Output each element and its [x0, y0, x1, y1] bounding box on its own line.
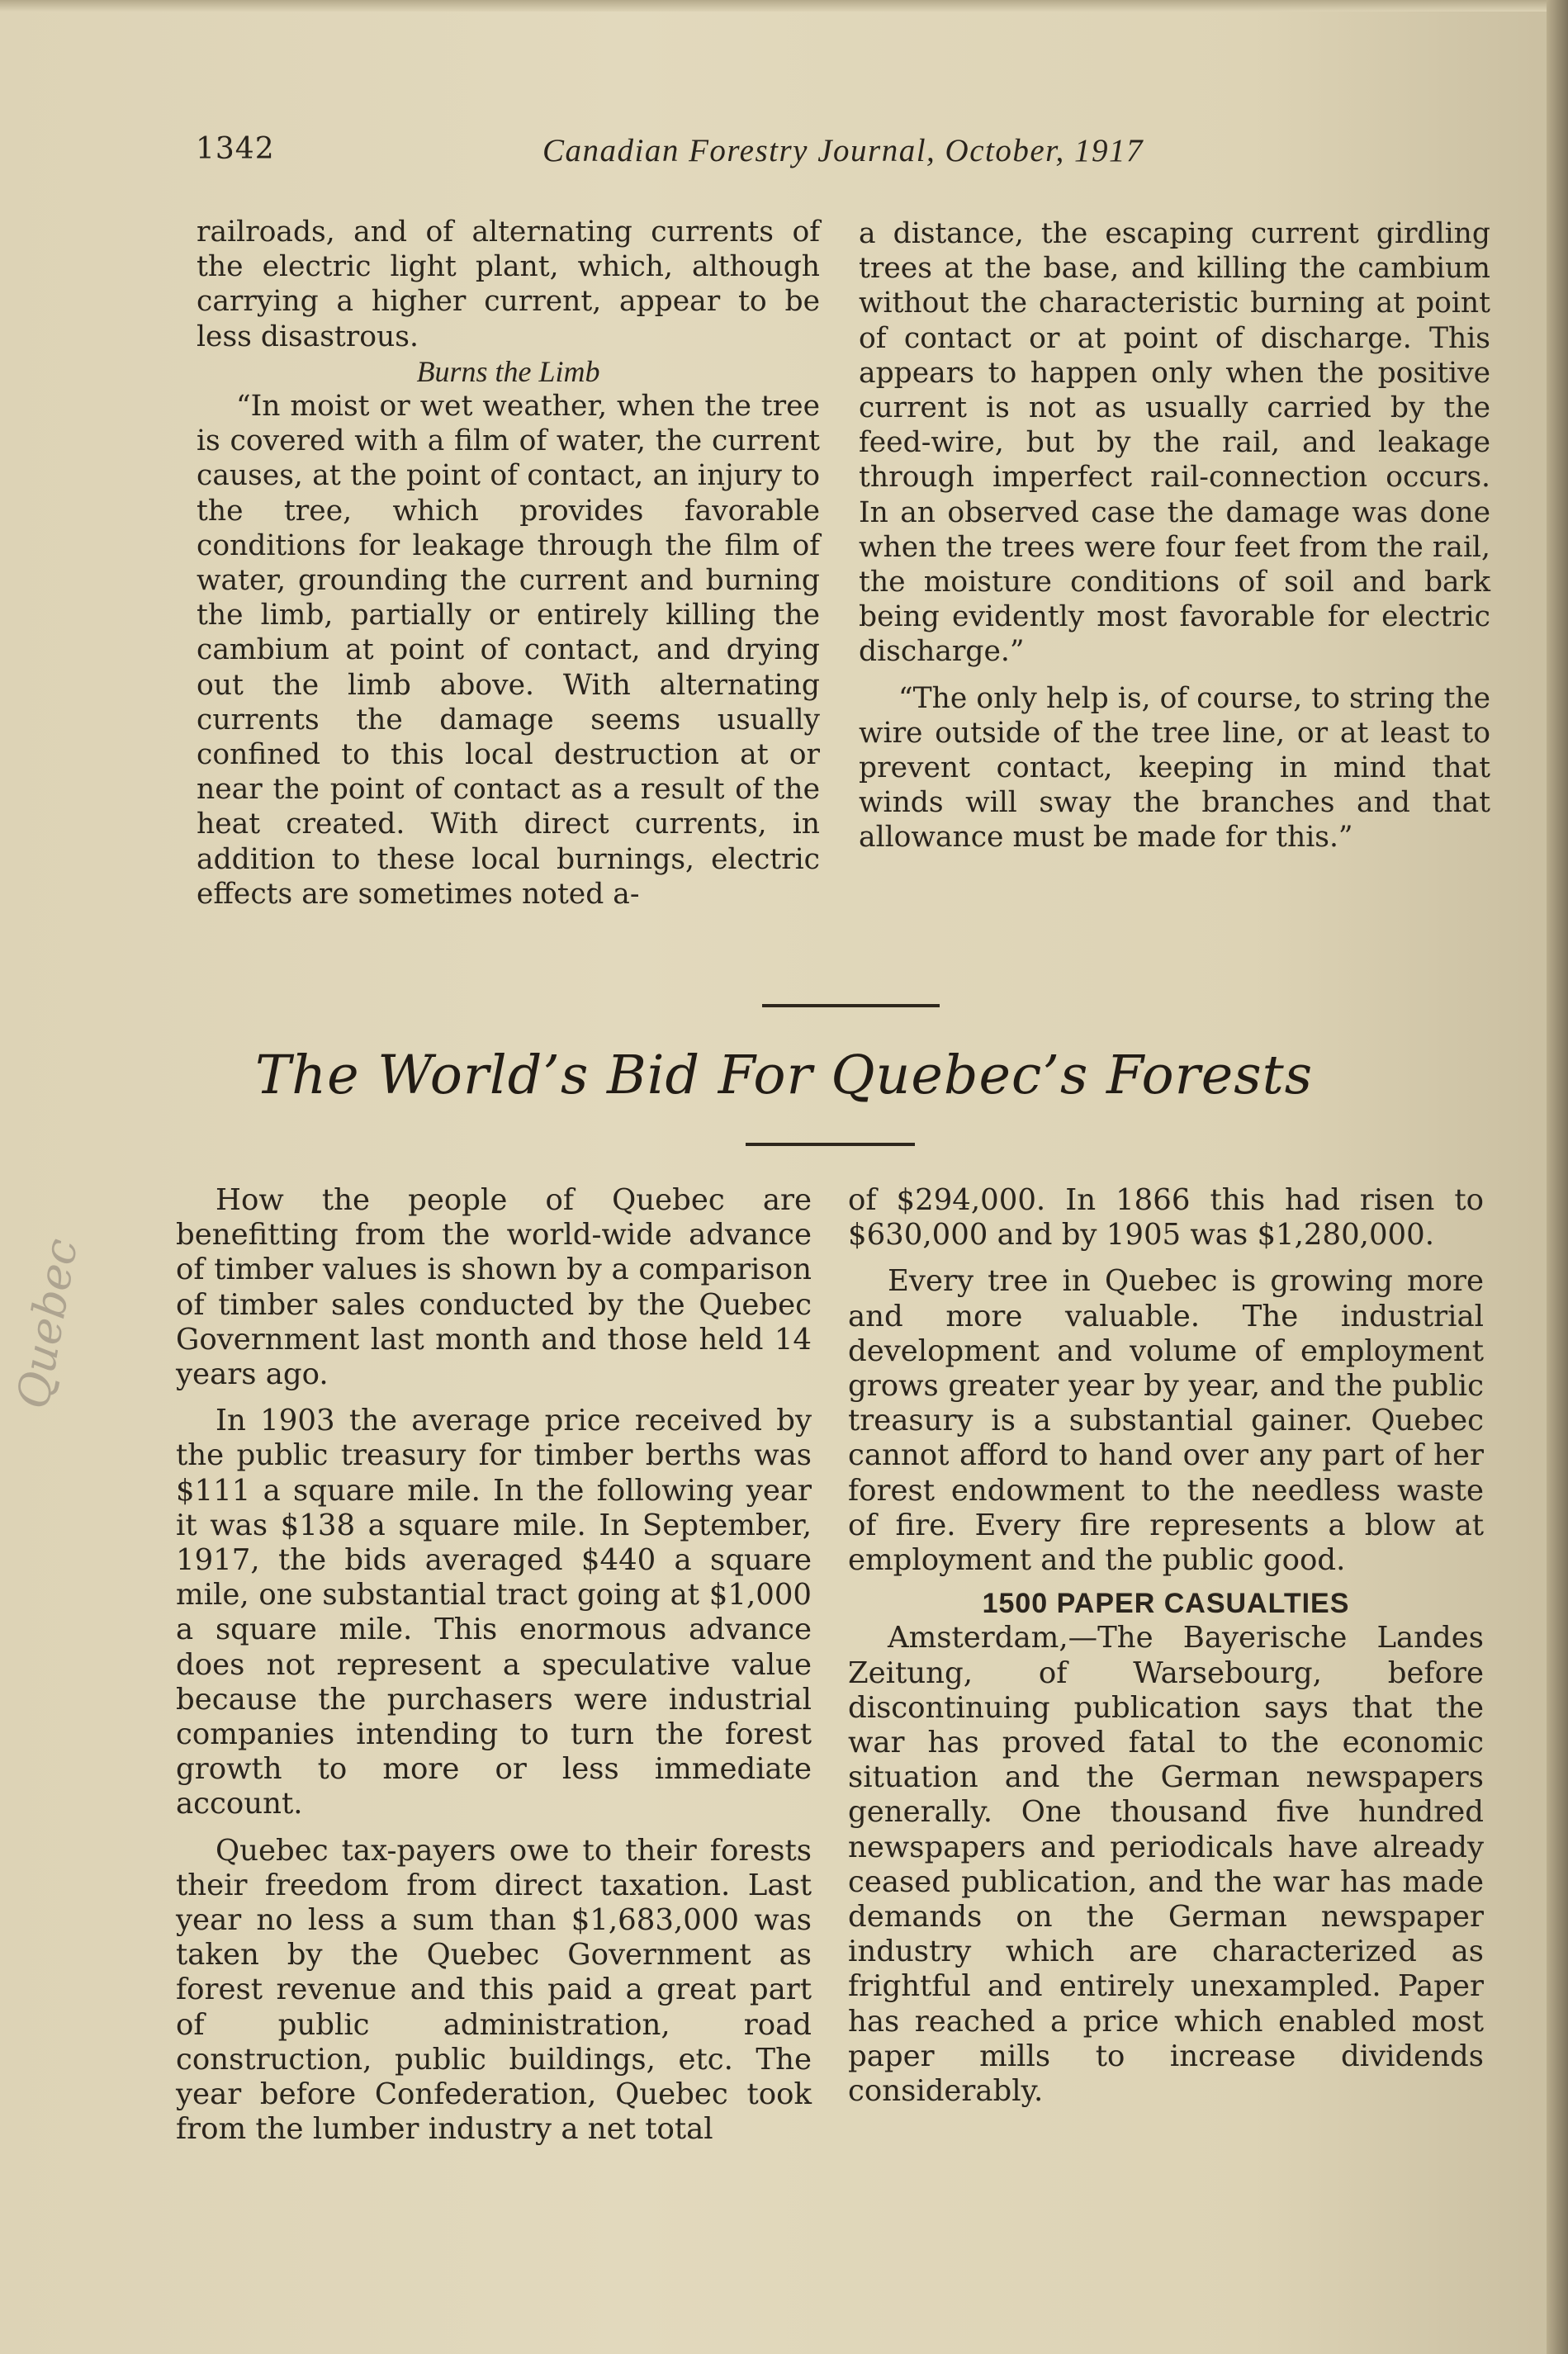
- paragraph: How the people of Quebec are benefitting from the world-wide advance of timber values is shown by a comparison of timber sales conducted by the Quebec Government last month and those held 14 years ago.: [176, 1183, 812, 1392]
- handwritten-margin-note: Quebec: [7, 1234, 88, 1413]
- news-item-heading: 1500 PAPER CASUALTIES: [982, 1588, 1350, 1620]
- main-article-left-column: [176, 1183, 812, 2147]
- article-headline: The World’s Bid For Quebec’s Forests: [254, 1044, 1314, 1106]
- top-article-right-column: [859, 216, 1490, 855]
- main-article-right-column: [848, 1183, 1484, 2109]
- paragraph: “The only help is, of course, to string the wire outside of the tree line, or at least to prevent contact, keeping in mind that winds will sway the branches and that allowance must be made for this.”: [859, 681, 1490, 855]
- page-binding-edge: [1547, 0, 1568, 2354]
- page-top-edge: [0, 0, 1568, 12]
- page-number: 1342: [196, 132, 275, 166]
- divider-rule: [746, 1143, 915, 1146]
- paragraph: “In moist or wet weather, when the tree is covered with a film of water, the current causes, at the point of contact, an injury to the tree, which provides favorable conditions for leakage through the film of water, grounding the current and burning the limb, partially or entirely killing the cambium at point of contact, and drying out the limb above. With alternating currents the damage seems usually confined to this local destruction at or near the point of contact as a result of the heat created. With direct currents, in addition to these local burnings, electric effects are sometimes noted a-: [197, 390, 820, 911]
- paragraph: Quebec tax-payers owe to their forests their freedom from direct taxation. Last year no less a sum than $1,683,000 was taken by the Quebec Government as forest revenue and this paid a great part of public administration, road construction, public buildings, etc. The year before Confederation, Quebec took from the lumber industry a net total: [176, 1833, 812, 2147]
- running-head: Canadian Forestry Journal, October, 1917: [542, 133, 1144, 168]
- paragraph: of $294,000. In 1866 this had risen to $630,000 and by 1905 was $1,280,000.: [848, 1183, 1484, 1253]
- paragraph: a distance, the escaping current girdling trees at the base, and killing the cambium without the characteristic burning at point of contact or at point of discharge. This appears to happen only when the positive current is not as usually carried by the feed-wire, but by the rail, and leakage through imperfect rail-connection occurs. In an observed case the damage was done when the trees were four feet from the rail, the moisture conditions of soil and bark being evidently most favorable for electric discharge.”: [859, 217, 1490, 669]
- paragraph: In 1903 the average price received by the public treasury for timber berths was $111 a square mile. In the following year it was $138 a square mile. In September, 1917, the bids averaged $440 a square mile, one substantial tract going at $1,000 a square mile. This enormous advance does not represent a speculative value because the purchasers were industrial companies intending to turn the forest growth to more or less immediate account.: [176, 1404, 812, 1821]
- paragraph: Every tree in Quebec is growing more and more valuable. The industrial development and volume of employment grows greater year by year, and the public treasury is a substantial gainer. Quebec cannot afford to hand over any part of her forest endowment to the needless waste of fire. Every fire represents a blow at employment and the public good.: [848, 1264, 1484, 1578]
- page-header: [196, 132, 1253, 182]
- paragraph: Amsterdam,—The Bayerische Landes Zeitung, of Warsebourg, before discontinuing publication says that the war has proved fatal to the economic situation and the German newspapers generally. One thousand five hundred newspapers and periodicals have already ceased publication, and the war has made demands on the German newspaper industry which are characterized as frightful and entirely unexampled. Paper has reached a price which enabled most paper mills to increase dividends considerably.: [848, 1621, 1484, 2109]
- paragraph: railroads, and of alternating currents of the electric light plant, which, although carrying a higher current, appear to be less disastrous.: [197, 216, 820, 353]
- top-article-left-column: [197, 215, 820, 912]
- section-subhead: Burns the Limb: [416, 354, 600, 388]
- divider-rule: [762, 1004, 940, 1007]
